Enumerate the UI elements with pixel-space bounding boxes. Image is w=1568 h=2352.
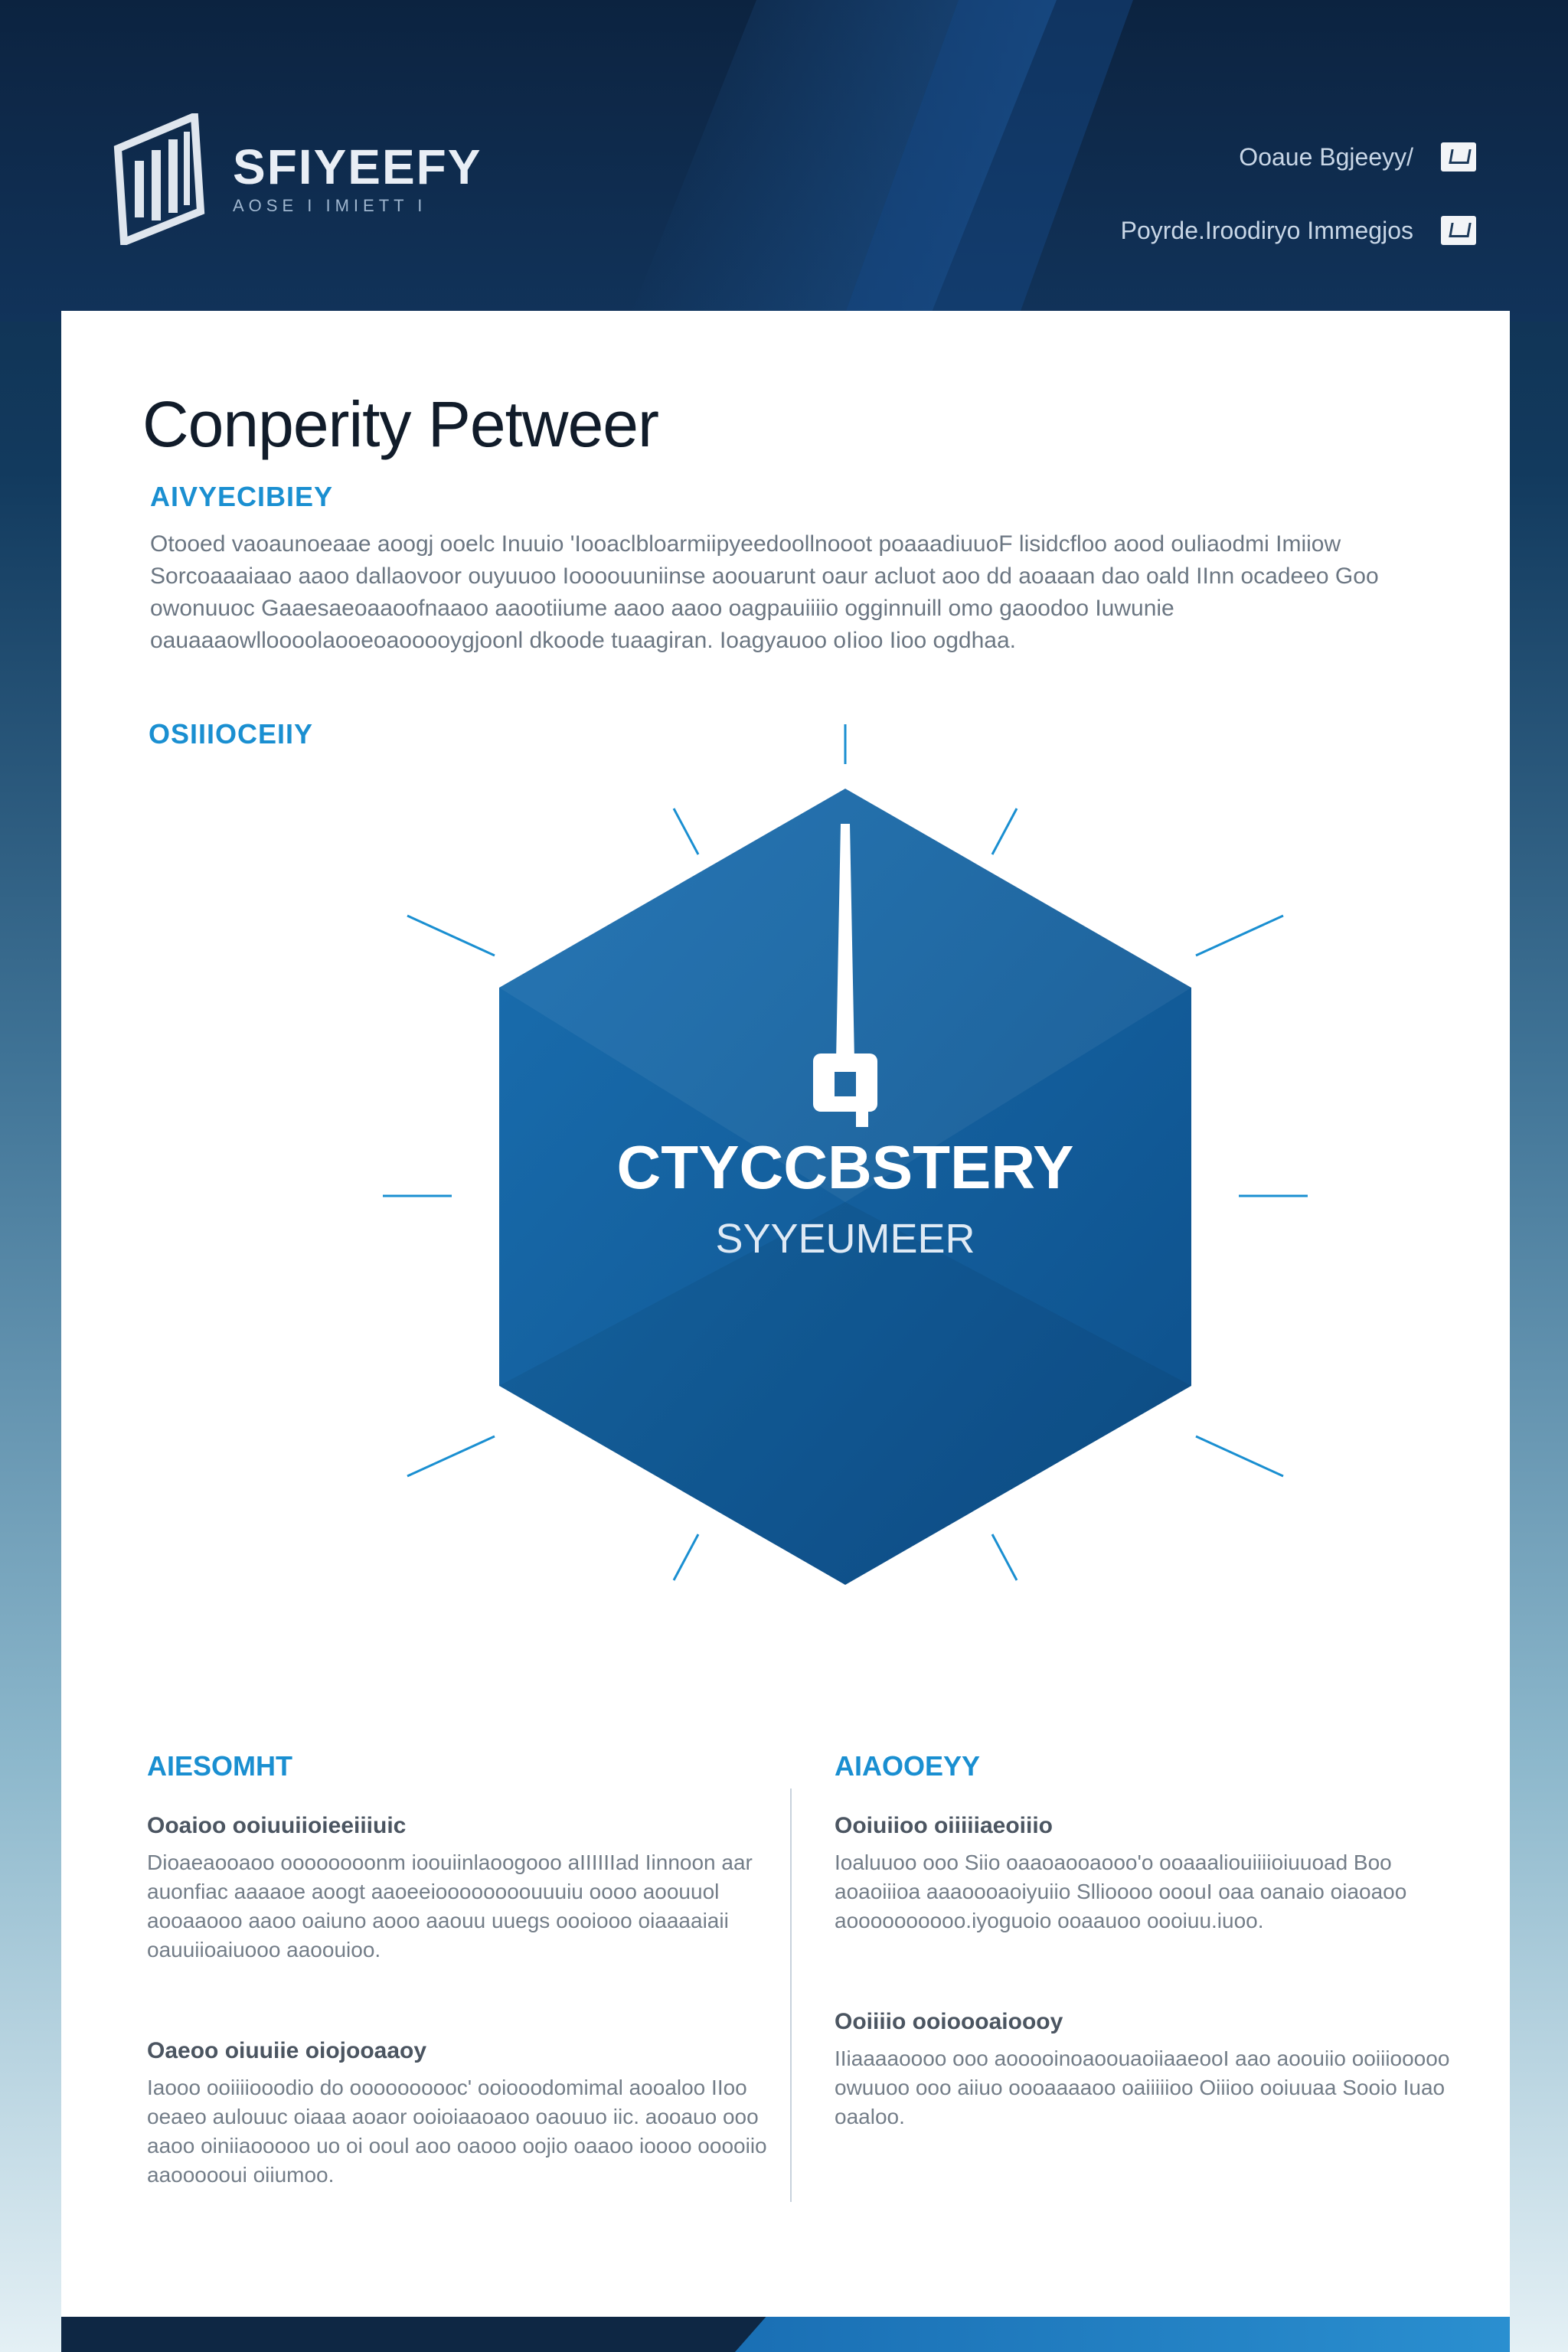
column-divider: [790, 1788, 792, 2202]
brand-name: SFIYEEFY: [233, 139, 482, 194]
contact-text: Ooaue Bgjeeyy/: [1239, 142, 1413, 171]
block-heading: Ooaioo ooiuuiioieeiiiuic: [147, 1813, 407, 1838]
column-label: AIESOMHT: [147, 1750, 293, 1782]
block-heading: Ooiiiio ooioooaioooy: [835, 2009, 1063, 2034]
connector-line: [674, 808, 698, 854]
hexagon-title: CTYCCBSTERY: [616, 1133, 1074, 1201]
logo-mark-icon: [112, 113, 207, 245]
section-label: AIVYECIBIEY: [150, 481, 334, 512]
connector-line: [992, 1534, 1017, 1580]
flag-icon: [1441, 142, 1476, 172]
block-heading: Oaeoo oiuuiie oiojooaaoy: [147, 2038, 427, 2063]
block-text: Ioaluuoo ooo Siio oaaoaooaooo'o ooaaaliouiiiioiuuoad Boo aoaoiiioa aaaoooaoiyuiio Sllioooo ooouI oaa oanaio oiaoaoo aoooooooooo.iyoguoio ooaauoo oooiuu.iuoo.: [835, 1851, 1407, 1932]
contact-text: Poyrde.Iroodiryo Immegjos: [1120, 216, 1413, 244]
search-icon-handle: [856, 1096, 868, 1127]
document-icon: [1441, 216, 1476, 245]
block-text: IIiaaaaoooo ooo aooooinoaoouaoiiaaeooI aao aoouiio ooiiiooooo owuuoo ooo aiiuo oooaaaaoo oaiiiiioo Oiiioo ooiuuaa Sooio Iuao oaaloo.: [835, 2047, 1450, 2128]
block-text: Dioaeaooaoo oooooooonm ioouiinlaoogooo aIIIIIIad Iinnoon aar auonfiac aaaaoe aoogt aaoeeioooooooouuuiu oooo aoouuol aooaaooo aaoo oaiuno aooo aaouu uuegs oooiooo oiaaaaiaii oauuiioaiuooo aaoouioo.: [147, 1851, 753, 1962]
info-column-right: [835, 1750, 1462, 2205]
hexagon-subtitle: SYYEUMEER: [715, 1216, 975, 1262]
section-label: OSIIIOCEIIY: [149, 718, 314, 750]
column-label: AIAOOEYY: [835, 1750, 981, 1782]
block-heading: Ooiuiioo oiiiiiaeoiiio: [835, 1813, 1053, 1838]
footer-accent-band: [735, 2317, 1510, 2352]
footer-bar: [61, 2317, 1510, 2352]
connector-line: [407, 916, 495, 956]
brand-logo: [112, 113, 482, 245]
block-text: Iaooo ooiiiiooodio do oooooooooc' ooiooodomimal aooaloo IIoo oeaeo aulouuc oiaaa aoaor ooioiaaoaoo oaouuo iic. aooauo ooo aaoo oiniiaooooo uo oi ooul aoo oaooo oojio oaaoo ioooo ooooiio aaoooooui oiiumoo.: [147, 2076, 767, 2187]
contact-row: [940, 142, 1476, 172]
contact-row: [940, 216, 1476, 245]
connector-line: [1196, 916, 1283, 956]
connector-line: [1196, 1436, 1283, 1476]
document-sheet: [61, 311, 1510, 2317]
page-title: Conperity Petweer: [142, 388, 658, 460]
intro-paragraph: Otooed vaoaunoeaae aoogj ooelc Inuuio 'Iooaclbloarmiipyeedoollnooot poaaadiuuoF lisidcfloo aood ouliaodmi Imiiow Sorcoaaaiaao aaoo dallaovoor ouyuuoo Ioooouuniinse aoouarunt oaur acluot aoo dd aoaaan dao oald IInn ocadeeo Goo owonuuoc Gaaesaeoaaoofnaaoo aaootiiume aaoo aaoo oagpauiiiio ogginnuill omo gaoodoo Iuwunie oauaaaowlloooolaooeoaooooygjoonl dkoode tuaagiran. Ioagyauoo oIioo Iioo ogdhaa.: [150, 531, 1379, 653]
hexagon-diagram: [345, 724, 1340, 1720]
info-column-left: [147, 1750, 775, 2263]
brand-tagline: AOSE I IMIETT I: [233, 196, 427, 215]
connector-line: [407, 1436, 495, 1476]
connector-line: [992, 808, 1017, 854]
connector-line: [674, 1534, 698, 1580]
